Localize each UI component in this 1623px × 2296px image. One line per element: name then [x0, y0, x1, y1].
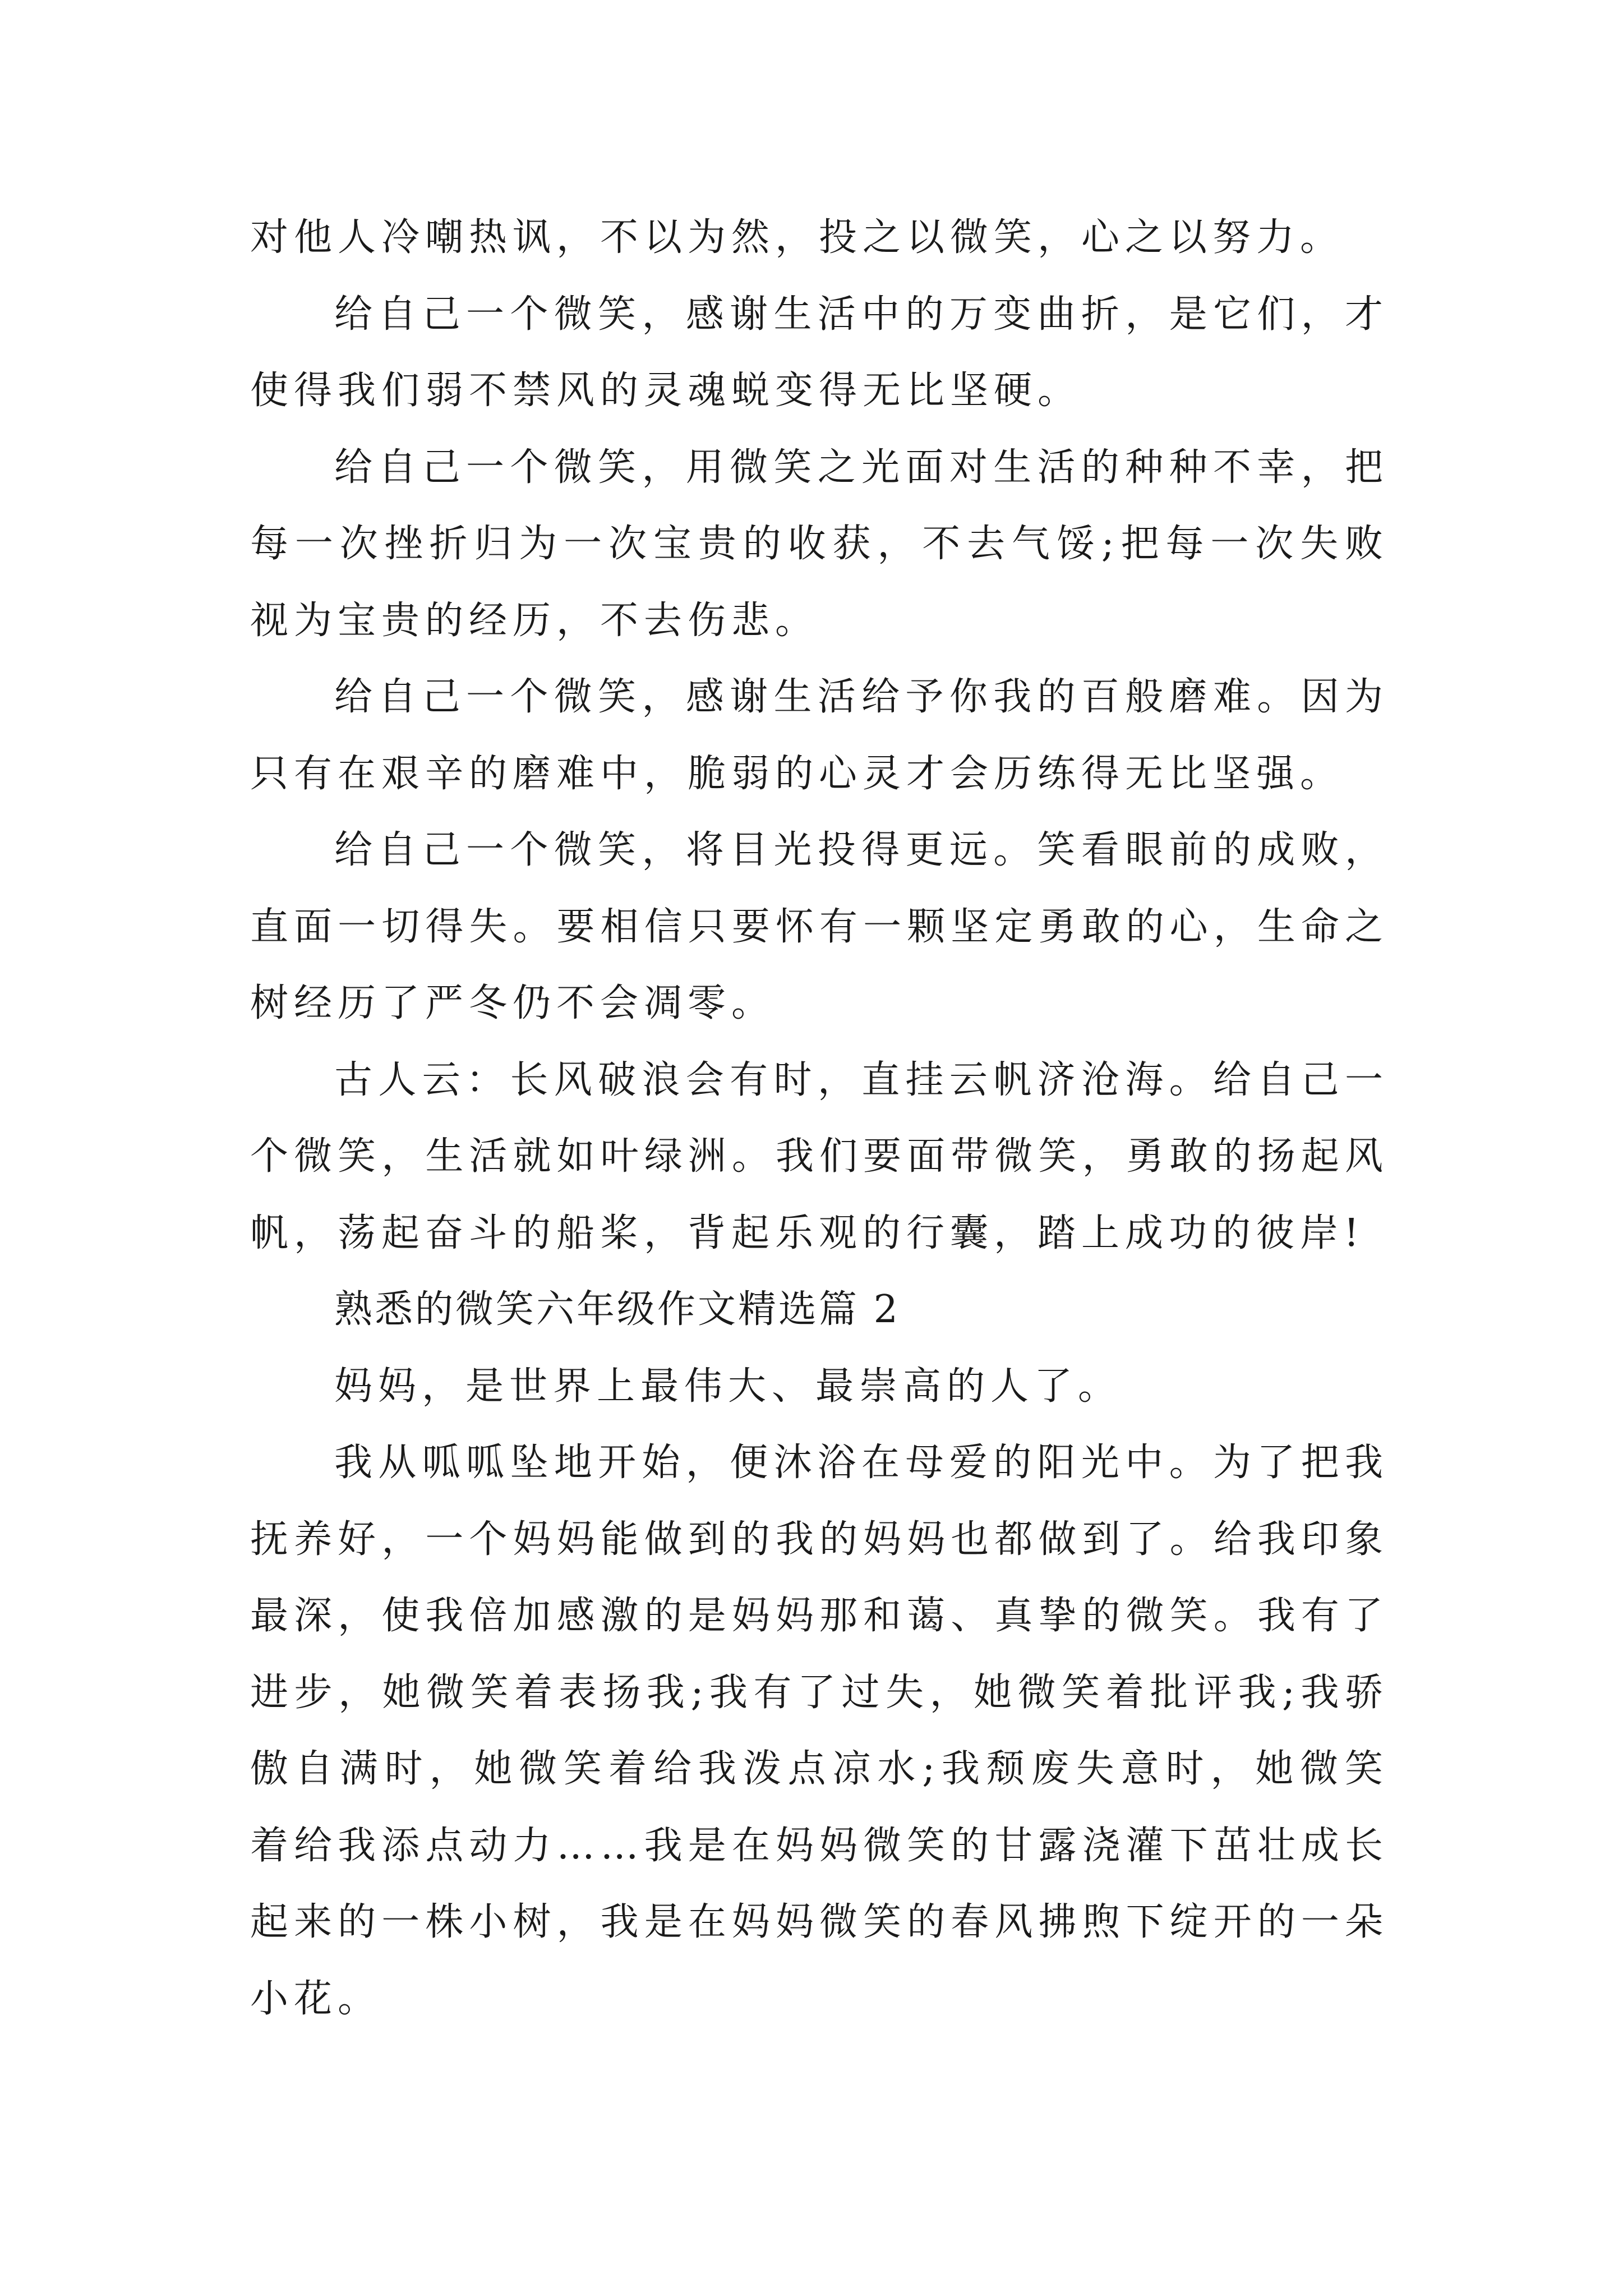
- paragraph: 给自己一个微笑，将目光投得更远。笑看眼前的成败，直面一切得失。要相信只要怀有一颗坚定勇敢的心，生命之树经历了严冬仍不会凋零。: [250, 828, 1389, 1025]
- section-title: 熟悉的微笑六年级作文精选篇 2: [334, 1287, 900, 1332]
- paragraph: 给自己一个微笑，用微笑之光面对生活的种种不幸，把每一次挫折归为一次宝贵的收获，不去气馁;把每一次失败视为宝贵的经历，不去伤悲。: [250, 445, 1389, 643]
- document-body: [250, 200, 1389, 2037]
- paragraph: 对他人冷嘲热讽，不以为然，投之以微笑，心之以努力。: [250, 215, 1344, 260]
- paragraph: 我从呱呱坠地开始，便沐浴在母爱的阳光中。为了把我抚养好，一个妈妈能做到的我的妈妈也都做到了。给我印象最深，使我倍加感激的是妈妈那和蔼、真挚的微笑。我有了进步，她微笑着表扬我;我有了过失，她微笑着批评我;我骄傲自满时，她微笑着给我泼点凉水;我颓废失意时，她微笑着给我添点动力……我是在妈妈微笑的甘露浇灌下茁壮成长起来的一株小树，我是在妈妈微笑的春风拂煦下绽开的一朵小花。: [250, 1441, 1389, 2021]
- paragraph: 给自己一个微笑，感谢生活中的万变曲折，是它们，才使得我们弱不禁风的灵魂蜕变得无比坚硬。: [250, 292, 1389, 413]
- paragraph: 妈妈，是世界上最伟大、最崇高的人了。: [334, 1364, 1122, 1409]
- paragraph: 给自己一个微笑，感谢生活给予你我的百般磨难。因为只有在艰辛的磨难中，脆弱的心灵才会历练得无比坚强。: [250, 675, 1389, 796]
- paragraph: 古人云：长风破浪会有时，直挂云帆济沧海。给自己一个微笑，生活就如叶绿洲。我们要面带微笑，勇敢的扬起风帆，荡起奋斗的船桨，背起乐观的行囊，踏上成功的彼岸!: [250, 1057, 1389, 1255]
